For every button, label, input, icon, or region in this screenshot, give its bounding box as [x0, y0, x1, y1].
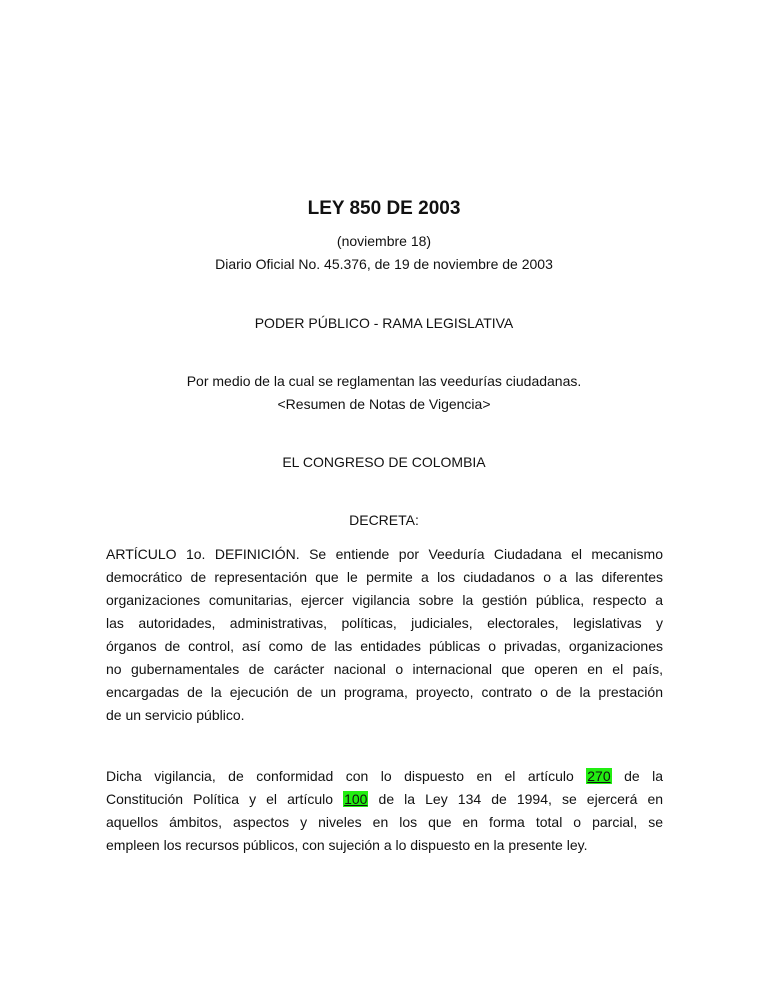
article-1-line: organizaciones comunitarias, ejercer vigilancia sobre la gestión pública, respecto a: [106, 592, 663, 608]
article-1-paragraph-2: [106, 765, 663, 857]
article-1-line: democrático de representación que le permite a los ciudadanos o a las diferentes: [106, 569, 663, 585]
article-1-line: órganos de control, así como de las entidades públicas o privadas, organizaciones: [106, 638, 663, 654]
issuer-heading: EL CONGRESO DE COLOMBIA: [282, 454, 486, 470]
paragraph-2-text: Dicha vigilancia, de conformidad con lo dispuesto en el artículo: [106, 768, 574, 784]
paragraph-2-line: [106, 765, 663, 788]
paragraph-2-line: [106, 788, 663, 811]
law-134-article-100-link[interactable]: 100: [344, 791, 368, 807]
paragraph-2-text: Constitución Política y el artículo: [106, 791, 334, 807]
branch-heading: PODER PÚBLICO - RAMA LEGISLATIVA: [254, 315, 514, 331]
paragraph-2-line: aquellos ámbitos, aspectos y niveles en los que en forma total o parcial, se: [106, 814, 663, 830]
article-1-line: de un servicio público.: [106, 707, 245, 723]
paragraph-2-text: de la Ley 134 de 1994, se ejercerá en: [378, 791, 664, 807]
law-title: LEY 850 DE 2003: [307, 198, 461, 219]
notes-of-validity-link[interactable]: <Resumen de Notas de Vigencia>: [277, 396, 491, 412]
article-1-line: las autoridades, administrativas, políticas, judiciales, electorales, legislativas y: [106, 615, 663, 631]
law-subject: Por medio de la cual se reglamentan las veedurías ciudadanas.: [186, 373, 582, 389]
law-date: (noviembre 18): [336, 233, 432, 249]
article-1-line: ARTÍCULO 1o. DEFINICIÓN. Se entiende por Veeduría Ciudadana el mecanismo: [106, 546, 663, 562]
constitution-article-270-link[interactable]: 270: [587, 768, 611, 784]
paragraph-2-line: empleen los recursos públicos, con sujeción a lo dispuesto en la presente ley.: [106, 837, 588, 853]
decree-heading: DECRETA:: [349, 512, 419, 528]
article-1-line: no gubernamentales de carácter nacional o internacional que operen en el país,: [106, 661, 663, 677]
article-1-line: encargadas de la ejecución de un programa, proyecto, contrato o de la prestación: [106, 684, 663, 700]
paragraph-2-text: de la: [624, 768, 664, 784]
article-1-paragraph: [106, 543, 663, 727]
official-gazette-reference: Diario Oficial No. 45.376, de 19 de noviembre de 2003: [215, 256, 553, 272]
